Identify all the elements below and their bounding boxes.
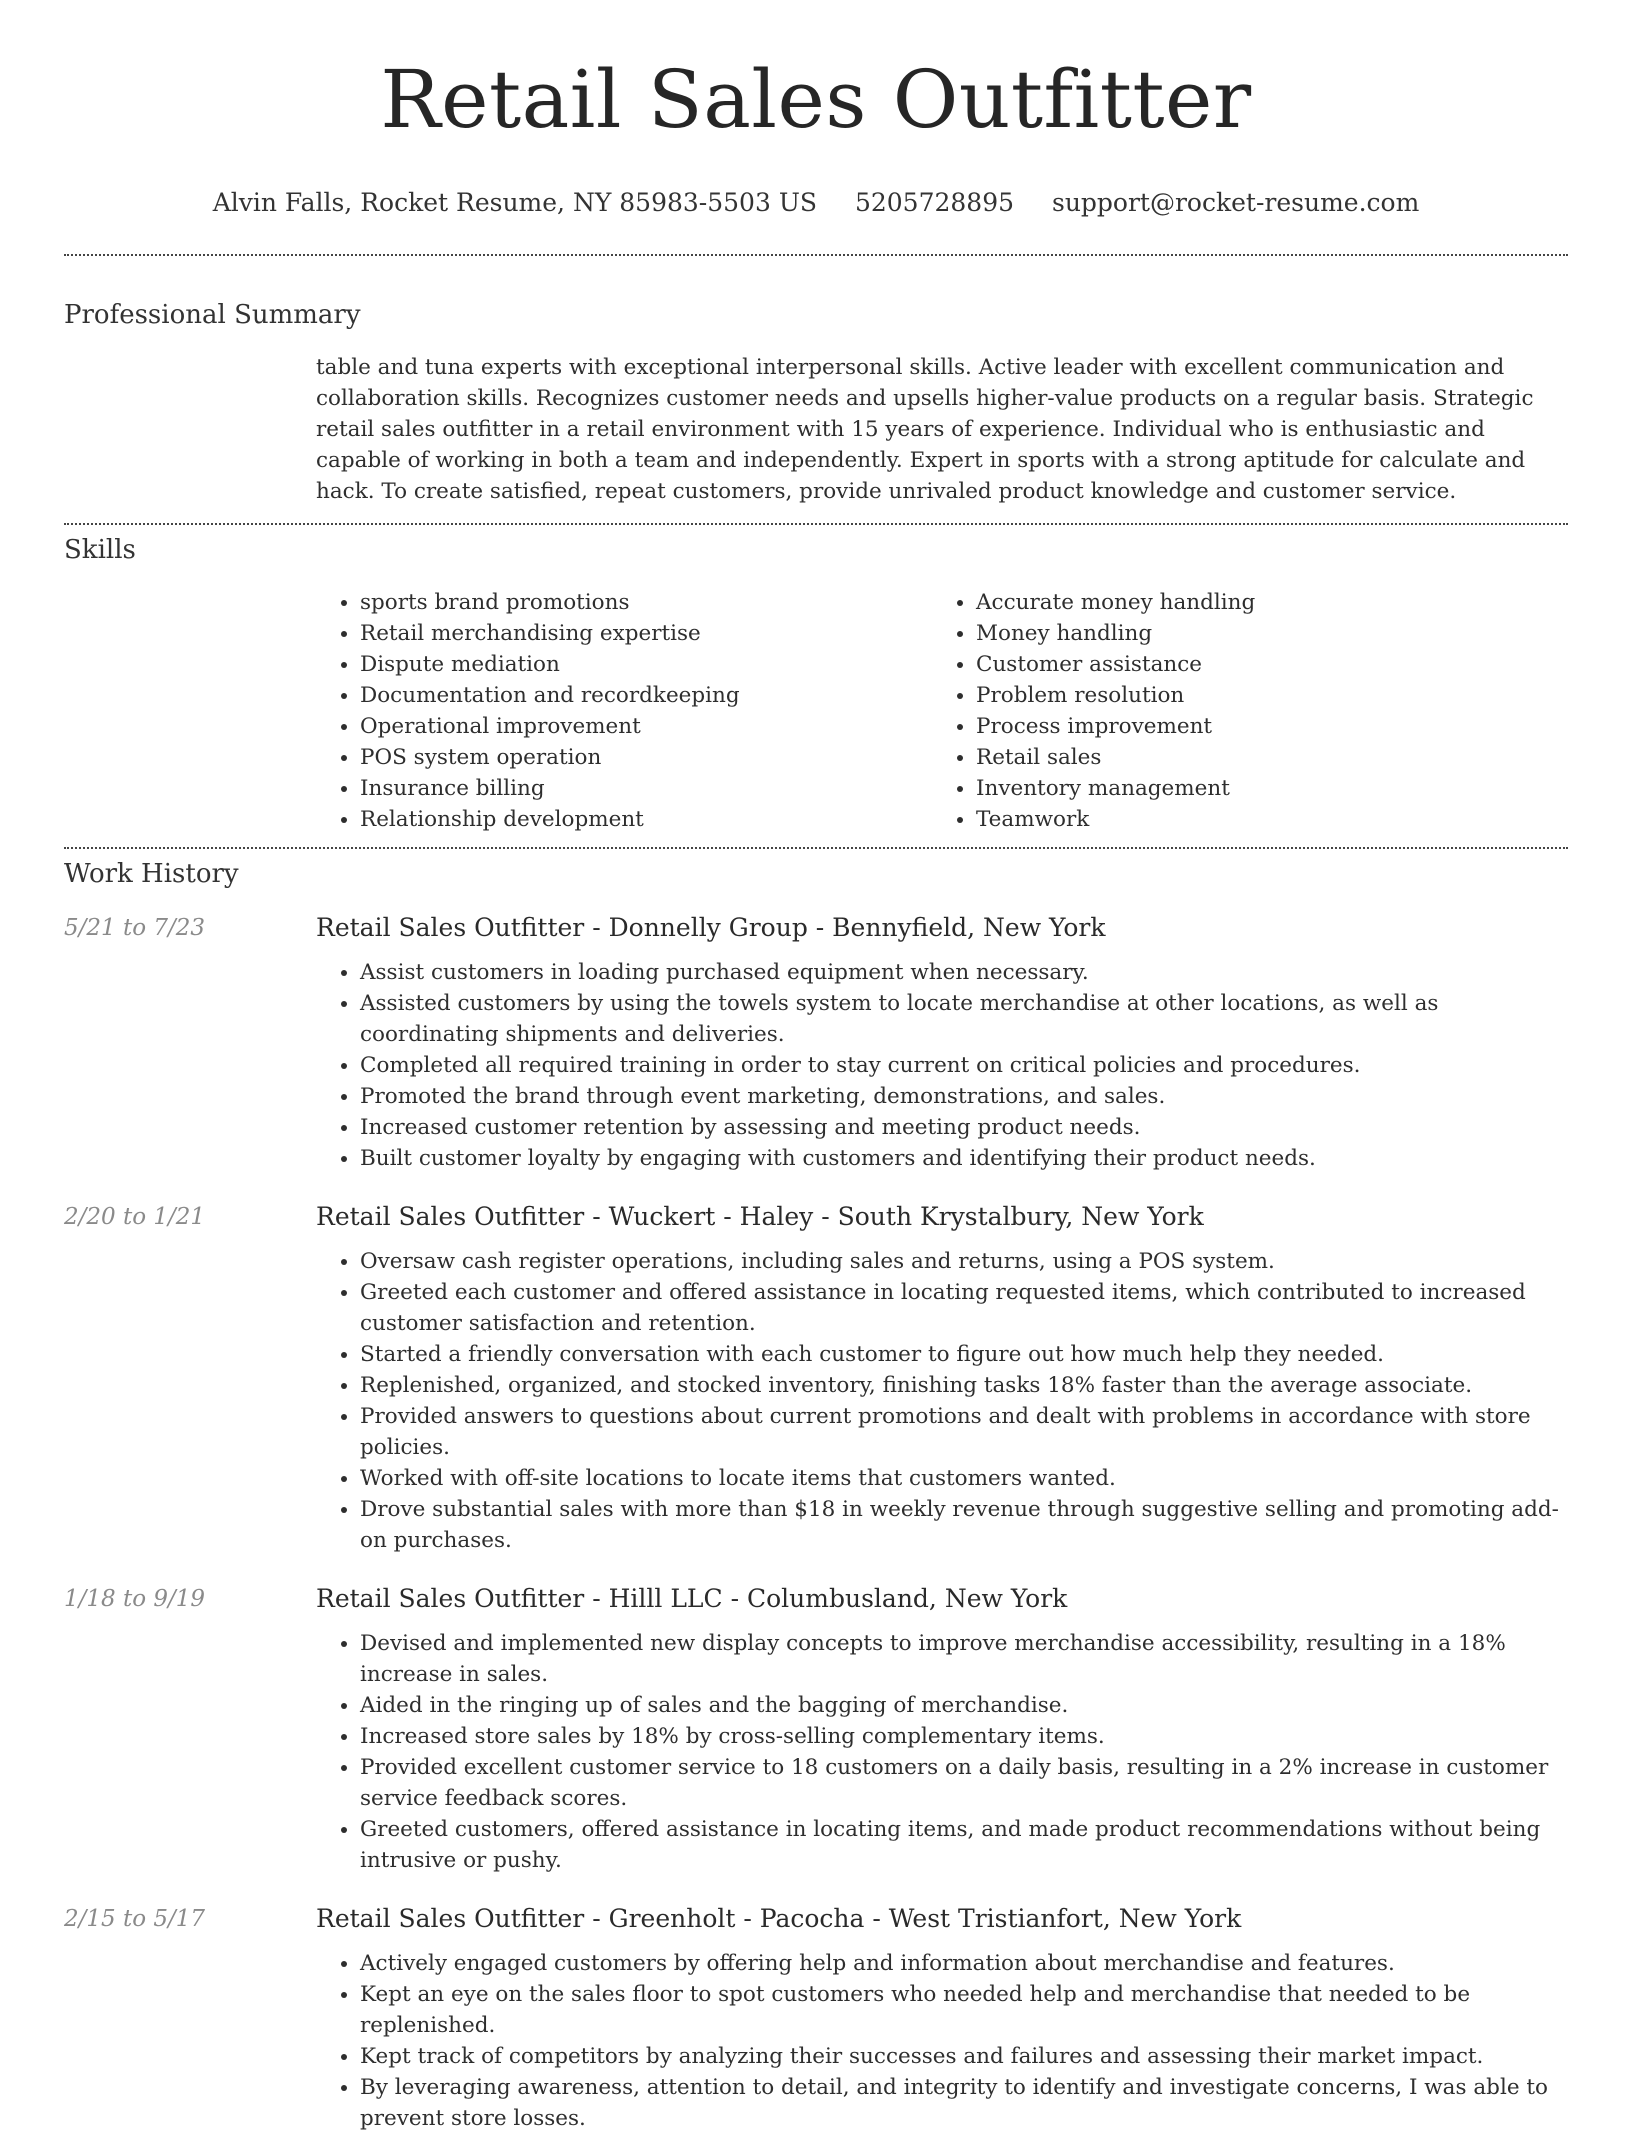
job-details: [316, 911, 1568, 1174]
job-bullet: • Promoted the brand through event marketing, demonstrations, and sales.: [360, 1081, 1568, 1112]
contact-phone: 5205728895: [854, 188, 1015, 217]
job-bullet: • Oversaw cash register operations, including sales and returns, using a POS system.: [360, 1246, 1568, 1277]
job-bullet: • By leveraging awareness, attention to detail, and integrity to identify and investigate concerns, I was able to prevent store losses.: [360, 2072, 1568, 2134]
job-bullets: [316, 1948, 1568, 2134]
work-history-heading: Work History: [64, 859, 239, 889]
skill-item: • Inventory management: [976, 773, 1548, 804]
skills-list: [316, 587, 1568, 835]
job-bullet: • Provided excellent customer service to 18 customers on a daily basis, resulting in a 2% increase in customer service feedback scores.: [360, 1752, 1568, 1814]
job-dates: 2/15 to 5/17: [64, 1906, 206, 1932]
job-dates: 2/20 to 1/21: [64, 1204, 206, 1230]
job-entry: [64, 911, 1568, 1174]
job-bullet: • Replenished, organized, and stocked inventory, finishing tasks 18% faster than the average associate.: [360, 1370, 1568, 1401]
job-bullet: • Built customer loyalty by engaging with customers and identifying their product needs.: [360, 1143, 1568, 1174]
job-bullet: • Kept an eye on the sales floor to spot customers who needed help and merchandise that needed to be replenished.: [360, 1979, 1568, 2041]
job-entry: [64, 1582, 1568, 1876]
contact-email: support@rocket-resume.com: [1051, 188, 1420, 217]
skill-item: • sports brand promotions: [360, 587, 932, 618]
job-bullet: • Actively engaged customers by offering help and information about merchandise and features.: [360, 1948, 1568, 1979]
job-details: [316, 1200, 1568, 1556]
job-bullet: • Aided in the ringing up of sales and the bagging of merchandise.: [360, 1690, 1568, 1721]
job-title: Retail Sales Outfitter - Greenholt - Pacocha - West Tristianfort, New York: [316, 1904, 1242, 1933]
skill-item: • Teamwork: [976, 804, 1548, 835]
skill-item: • Accurate money handling: [976, 587, 1548, 618]
job-title: Retail Sales Outfitter - Donnelly Group - Bennyfield, New York: [316, 913, 1106, 942]
skill-item: • Documentation and recordkeeping: [360, 680, 932, 711]
job-bullet: • Increased store sales by 18% by cross-selling complementary items.: [360, 1721, 1568, 1752]
job-entry: [64, 1200, 1568, 1556]
skill-item: • POS system operation: [360, 742, 932, 773]
skills-column-right: [932, 587, 1548, 835]
job-bullets: [316, 957, 1568, 1174]
contact-line: [64, 186, 1568, 220]
section-divider: [64, 523, 1568, 525]
job-details: [316, 1902, 1568, 2134]
job-bullets: [316, 1628, 1568, 1876]
job-bullet: • Assisted customers by using the towels system to locate merchandise at other locations, as well as coordinating shipments and deliveries.: [360, 988, 1568, 1050]
candidate-name: Retail Sales Outfitter: [380, 53, 1252, 146]
skill-item: • Retail merchandising expertise: [360, 618, 932, 649]
skill-item: • Money handling: [976, 618, 1548, 649]
summary-heading: Professional Summary: [64, 300, 361, 330]
job-bullet: • Kept track of competitors by analyzing their successes and failures and assessing their market impact.: [360, 2041, 1568, 2072]
resume-page: [64, 0, 1568, 2134]
job-bullet: • Assist customers in loading purchased equipment when necessary.: [360, 957, 1568, 988]
job-bullet: • Drove substantial sales with more than $18 in weekly revenue through suggestive selling and promoting add-on purchases.: [360, 1494, 1568, 1556]
skill-item: • Insurance billing: [360, 773, 932, 804]
skill-item: • Process improvement: [976, 711, 1548, 742]
job-details: [316, 1582, 1568, 1876]
job-title: Retail Sales Outfitter - Hilll LLC - Columbusland, New York: [316, 1584, 1068, 1613]
skill-item: • Dispute mediation: [360, 649, 932, 680]
job-entry: [64, 1902, 1568, 2134]
job-bullet: • Provided answers to questions about current promotions and dealt with problems in accordance with store policies.: [360, 1401, 1568, 1463]
skill-item: • Customer assistance: [976, 649, 1548, 680]
job-bullet: • Devised and implemented new display concepts to improve merchandise accessibility, resulting in a 18% increase in sales.: [360, 1628, 1568, 1690]
skill-item: • Problem resolution: [976, 680, 1548, 711]
summary-text: table and tuna experts with exceptional interpersonal skills. Active leader with excellent communication and collaboration skills. Recognizes customer needs and upsells higher-value products on a regular basis. Strategic retail sales outfitter in a retail environment with 15 years of experience. Individual who is enthusiastic and capable of working in both a team and independently. Expert in sports with a strong aptitude for calculate and hack. To create satisfied, repeat customers, provide unrivaled product knowledge and customer service.: [316, 355, 1534, 504]
contact-address: Alvin Falls, Rocket Resume, NY 85983-5503 US: [212, 188, 818, 217]
job-bullet: • Completed all required training in order to stay current on critical policies and procedures.: [360, 1050, 1568, 1081]
skill-item: • Relationship development: [360, 804, 932, 835]
job-bullet: • Greeted each customer and offered assistance in locating requested items, which contributed to increased customer satisfaction and retention.: [360, 1277, 1568, 1339]
job-title: Retail Sales Outfitter - Wuckert - Haley - South Krystalbury, New York: [316, 1202, 1204, 1231]
job-bullet: • Worked with off-site locations to locate items that customers wanted.: [360, 1463, 1568, 1494]
skills-column-left: [316, 587, 932, 835]
skill-item: • Retail sales: [976, 742, 1548, 773]
skills-heading: Skills: [64, 535, 136, 565]
job-bullet: • Greeted customers, offered assistance in locating items, and made product recommendations without being intrusive or pushy.: [360, 1814, 1568, 1876]
job-bullet: • Increased customer retention by assessing and meeting product needs.: [360, 1112, 1568, 1143]
job-bullet: • Started a friendly conversation with each customer to figure out how much help they needed.: [360, 1339, 1568, 1370]
section-divider: [64, 254, 1568, 256]
skill-item: • Operational improvement: [360, 711, 932, 742]
section-divider: [64, 847, 1568, 849]
job-dates: 5/21 to 7/23: [64, 915, 206, 941]
job-dates: 1/18 to 9/19: [64, 1586, 206, 1612]
job-bullets: [316, 1246, 1568, 1556]
